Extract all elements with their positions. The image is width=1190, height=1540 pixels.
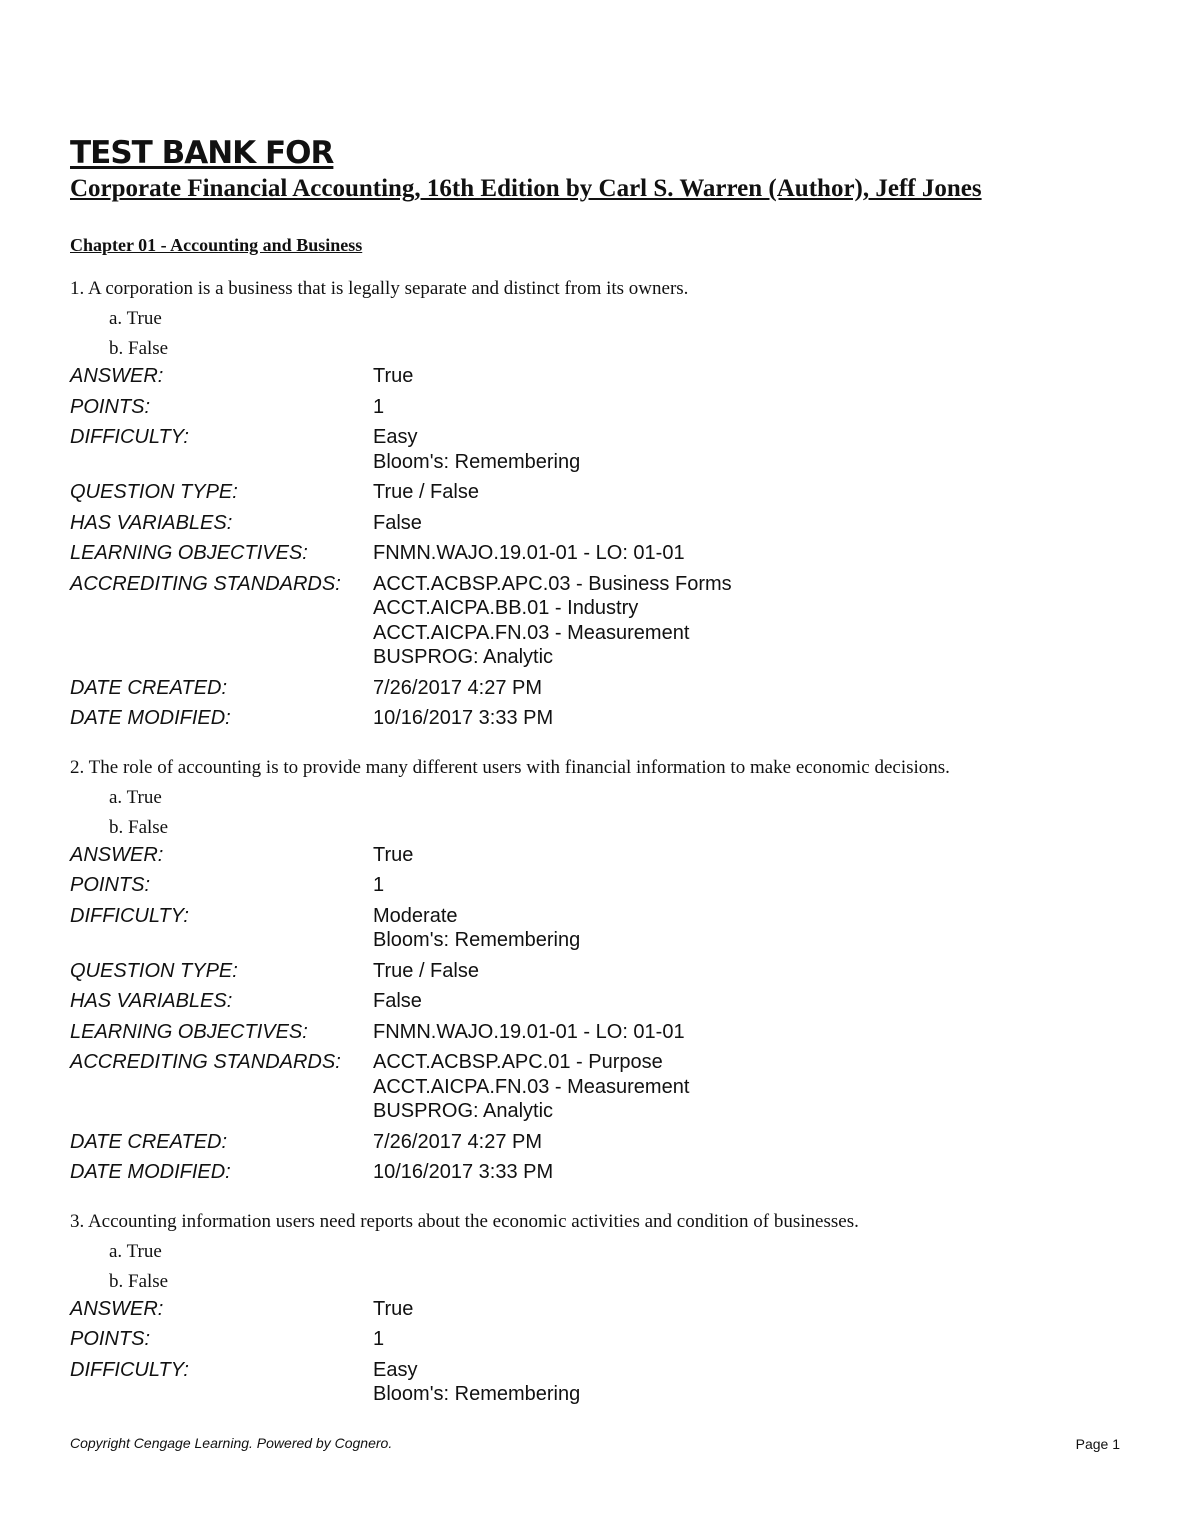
bloom-value: Bloom's: Remembering	[373, 450, 581, 473]
question-type-label: QUESTION TYPE:	[70, 959, 238, 982]
date-created-value: 7/26/2017 4:27 PM	[373, 676, 543, 699]
standard-item: ACCT.AICPA.FN.03 - Measurement	[373, 621, 690, 644]
question-text: 1. A corporation is a business that is legally separate and distinct from its owners.	[70, 278, 689, 299]
date-created-row	[70, 1130, 1120, 1155]
answer-label: ANSWER:	[70, 1297, 164, 1320]
question-type-row	[70, 480, 1120, 505]
page-number: Page 1	[1075, 1436, 1120, 1452]
learning-objectives-label: LEARNING OBJECTIVES:	[70, 1020, 308, 1043]
book-title: Corporate Financial Accounting, 16th Edition by Carl S. Warren (Author), Jeff Jones	[70, 175, 982, 202]
points-row	[70, 1327, 1120, 1352]
question-type-row	[70, 959, 1120, 984]
difficulty-label: DIFFICULTY:	[70, 904, 189, 927]
standard-item: BUSPROG: Analytic	[373, 1100, 554, 1122]
date-modified-row	[70, 706, 1120, 731]
chapter-heading: Chapter 01 - Accounting and Business	[70, 235, 363, 255]
standard-item: BUSPROG: Analytic	[373, 646, 554, 668]
answer-row	[70, 1297, 1120, 1322]
choice-b: b. False	[109, 1270, 169, 1292]
date-modified-value: 10/16/2017 3:33 PM	[373, 707, 554, 729]
question-2	[70, 753, 1120, 1185]
accrediting-standards-row	[70, 572, 1120, 670]
difficulty-value: Easy	[373, 426, 418, 448]
bloom-value: Bloom's: Remembering	[373, 1383, 581, 1405]
question-text: 2. The role of accounting is to provide many different users with financial information to make economic decisions.	[70, 756, 950, 778]
date-modified-value: 10/16/2017 3:33 PM	[373, 1161, 554, 1183]
choice-b: b. False	[109, 338, 169, 359]
points-row	[70, 873, 1120, 898]
date-modified-label: DATE MODIFIED:	[70, 1161, 231, 1183]
document-page	[70, 134, 1120, 1413]
standard-item: ACCT.AICPA.FN.03 - Measurement	[373, 1075, 690, 1098]
answer-value: True	[373, 843, 414, 866]
test-bank-title: TEST BANK FOR	[70, 135, 334, 171]
question-text: 3. Accounting information users need reports about the economic activities and condition of businesses.	[70, 1210, 859, 1232]
points-row	[70, 395, 1120, 420]
points-value: 1	[373, 395, 385, 418]
answer-row	[70, 364, 1120, 389]
answer-value: True	[373, 365, 414, 387]
points-value: 1	[373, 1328, 385, 1350]
accrediting-standards-row	[70, 1050, 1120, 1124]
has-variables-value: False	[373, 511, 422, 534]
date-created-value: 7/26/2017 4:27 PM	[373, 1130, 543, 1153]
difficulty-value: Moderate	[373, 904, 458, 927]
question-type-value: True / False	[373, 481, 479, 503]
choice-a: a. True	[109, 786, 162, 808]
learning-objectives-value: FNMN.WAJO.19.01-01 - LO: 01-01	[373, 542, 685, 564]
date-modified-row	[70, 1160, 1120, 1185]
question-type-value: True / False	[373, 959, 479, 982]
date-modified-label: DATE MODIFIED:	[70, 707, 231, 729]
choice-a: a. True	[109, 308, 162, 329]
question-type-label: QUESTION TYPE:	[70, 481, 238, 503]
standard-item: ACCT.ACBSP.APC.03 - Business Forms	[373, 572, 732, 595]
choice-b: b. False	[109, 816, 169, 838]
answer-label: ANSWER:	[70, 365, 164, 387]
question-3	[70, 1207, 1120, 1407]
date-created-label: DATE CREATED:	[70, 676, 228, 699]
date-created-row	[70, 676, 1120, 701]
has-variables-row	[70, 989, 1120, 1014]
points-label: POINTS:	[70, 395, 151, 418]
learning-objectives-row	[70, 541, 1120, 566]
learning-objectives-row	[70, 1020, 1120, 1045]
difficulty-value: Easy	[373, 1358, 418, 1381]
accrediting-standards-label: ACCREDITING STANDARDS:	[70, 572, 341, 595]
answer-row	[70, 843, 1120, 868]
difficulty-row	[70, 425, 1120, 474]
points-value: 1	[373, 874, 385, 896]
difficulty-row	[70, 1358, 1120, 1407]
points-label: POINTS:	[70, 874, 151, 896]
bloom-value: Bloom's: Remembering	[373, 929, 581, 951]
accrediting-standards-label: ACCREDITING STANDARDS:	[70, 1051, 341, 1073]
standard-item: ACCT.ACBSP.APC.01 - Purpose	[373, 1051, 663, 1073]
has-variables-label: HAS VARIABLES:	[70, 990, 233, 1012]
has-variables-row	[70, 511, 1120, 536]
learning-objectives-value: FNMN.WAJO.19.01-01 - LO: 01-01	[373, 1020, 685, 1043]
difficulty-label: DIFFICULTY:	[70, 426, 189, 448]
standard-item: ACCT.AICPA.BB.01 - Industry	[373, 597, 639, 619]
learning-objectives-label: LEARNING OBJECTIVES:	[70, 542, 308, 564]
question-1	[70, 274, 1120, 731]
difficulty-label: DIFFICULTY:	[70, 1358, 189, 1381]
has-variables-value: False	[373, 990, 422, 1012]
answer-label: ANSWER:	[70, 843, 164, 866]
difficulty-row	[70, 904, 1120, 953]
has-variables-label: HAS VARIABLES:	[70, 511, 233, 534]
choice-a: a. True	[109, 1240, 162, 1262]
copyright-footer: Copyright Cengage Learning. Powered by Cognero.	[70, 1435, 393, 1451]
answer-value: True	[373, 1297, 414, 1320]
points-label: POINTS:	[70, 1328, 151, 1350]
date-created-label: DATE CREATED:	[70, 1130, 228, 1153]
